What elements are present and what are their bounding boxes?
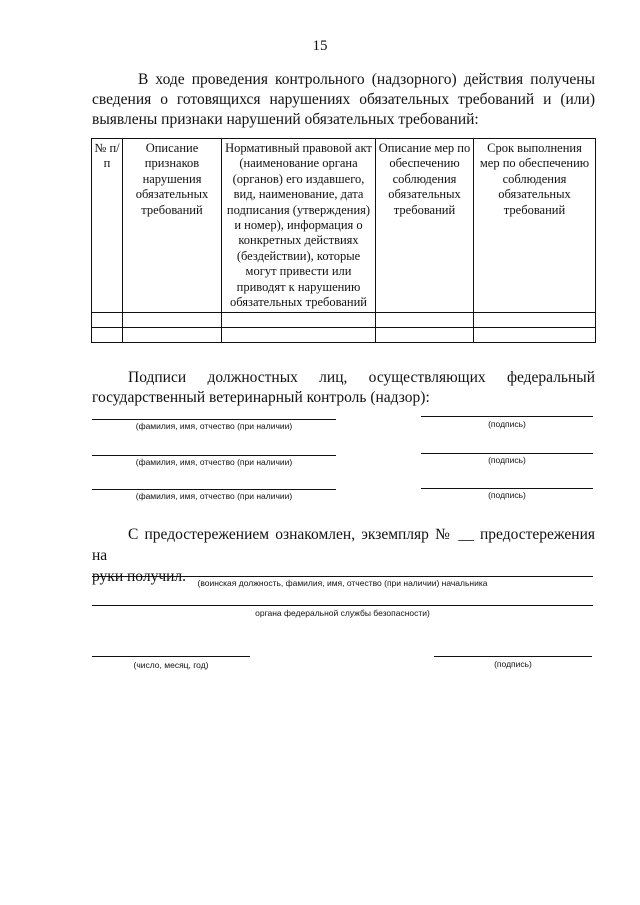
sign-line-3: [421, 488, 593, 489]
intro-line-1: В ходе проведения контрольного (надзорного) действия получены: [138, 71, 595, 88]
intro-line-2: сведения о готовящихся нарушениях обязательных требований и (или): [92, 91, 595, 108]
header-deadline: Срок выполнения мер по обеспечению соблюдения обязательных требований: [474, 139, 596, 313]
header-legal-act: Нормативный правовой акт (наименование органа (органов) его издавшего, вид, наименование, дата подписания (утверждения) и номер), информация о конкретных действиях (бездействии), которые могут привести или приводят к нарушению обязательных требований: [222, 139, 376, 313]
name-line-2: [92, 455, 336, 456]
fsb-officer-caption-1: (воинская должность, фамилия, имя, отчество (при наличии) начальника: [197, 578, 488, 588]
sign-caption-3: (подпись): [488, 490, 526, 500]
signatures-intro-line-1: Подписи должностных лиц, осуществляющих федеральный: [128, 369, 595, 386]
fsb-officer-line: [92, 576, 593, 577]
intro-paragraph: [92, 70, 595, 130]
table-header-row: [92, 139, 596, 313]
page-number: 15: [312, 38, 328, 54]
table-row: [92, 313, 596, 328]
violations-table: [91, 138, 596, 343]
signatures-intro: [92, 368, 595, 408]
table-row: [92, 328, 596, 343]
name-line-3: [92, 489, 336, 490]
name-caption-2: (фамилия, имя, отчество (при наличии): [135, 457, 293, 467]
intro-line-3: выявлены признаки нарушений обязательных требований:: [92, 111, 479, 128]
header-number: № п/п: [92, 139, 123, 313]
acknowledgement-line-2: руки получил.: [92, 568, 187, 585]
name-caption-1: (фамилия, имя, отчество (при наличии): [135, 421, 293, 431]
acknowledgement-line-1: С предостережением ознакомлен, экземпляр № __ предостережения на: [92, 526, 595, 564]
header-measures: Описание мер по обеспечению соблюдения обязательных требований: [376, 139, 474, 313]
name-line-1: [92, 419, 336, 420]
fsb-organ-line: [92, 605, 593, 606]
name-caption-3: (фамилия, имя, отчество (при наличии): [135, 491, 293, 501]
signatures-intro-line-2: государственный ветеринарный контроль (надзор):: [92, 389, 430, 406]
header-description: Описание признаков нарушения обязательных требований: [123, 139, 222, 313]
date-caption: (число, месяц, год): [133, 660, 209, 670]
sign-caption-1: (подпись): [488, 419, 526, 429]
ack-sign-caption: (подпись): [494, 659, 532, 669]
fsb-officer-caption-2: органа федеральной службы безопасности): [255, 608, 430, 618]
ack-sign-line: [434, 656, 592, 657]
date-line: [92, 656, 250, 657]
sign-line-1: [421, 416, 593, 417]
sign-line-2: [421, 453, 593, 454]
sign-caption-2: (подпись): [488, 455, 526, 465]
